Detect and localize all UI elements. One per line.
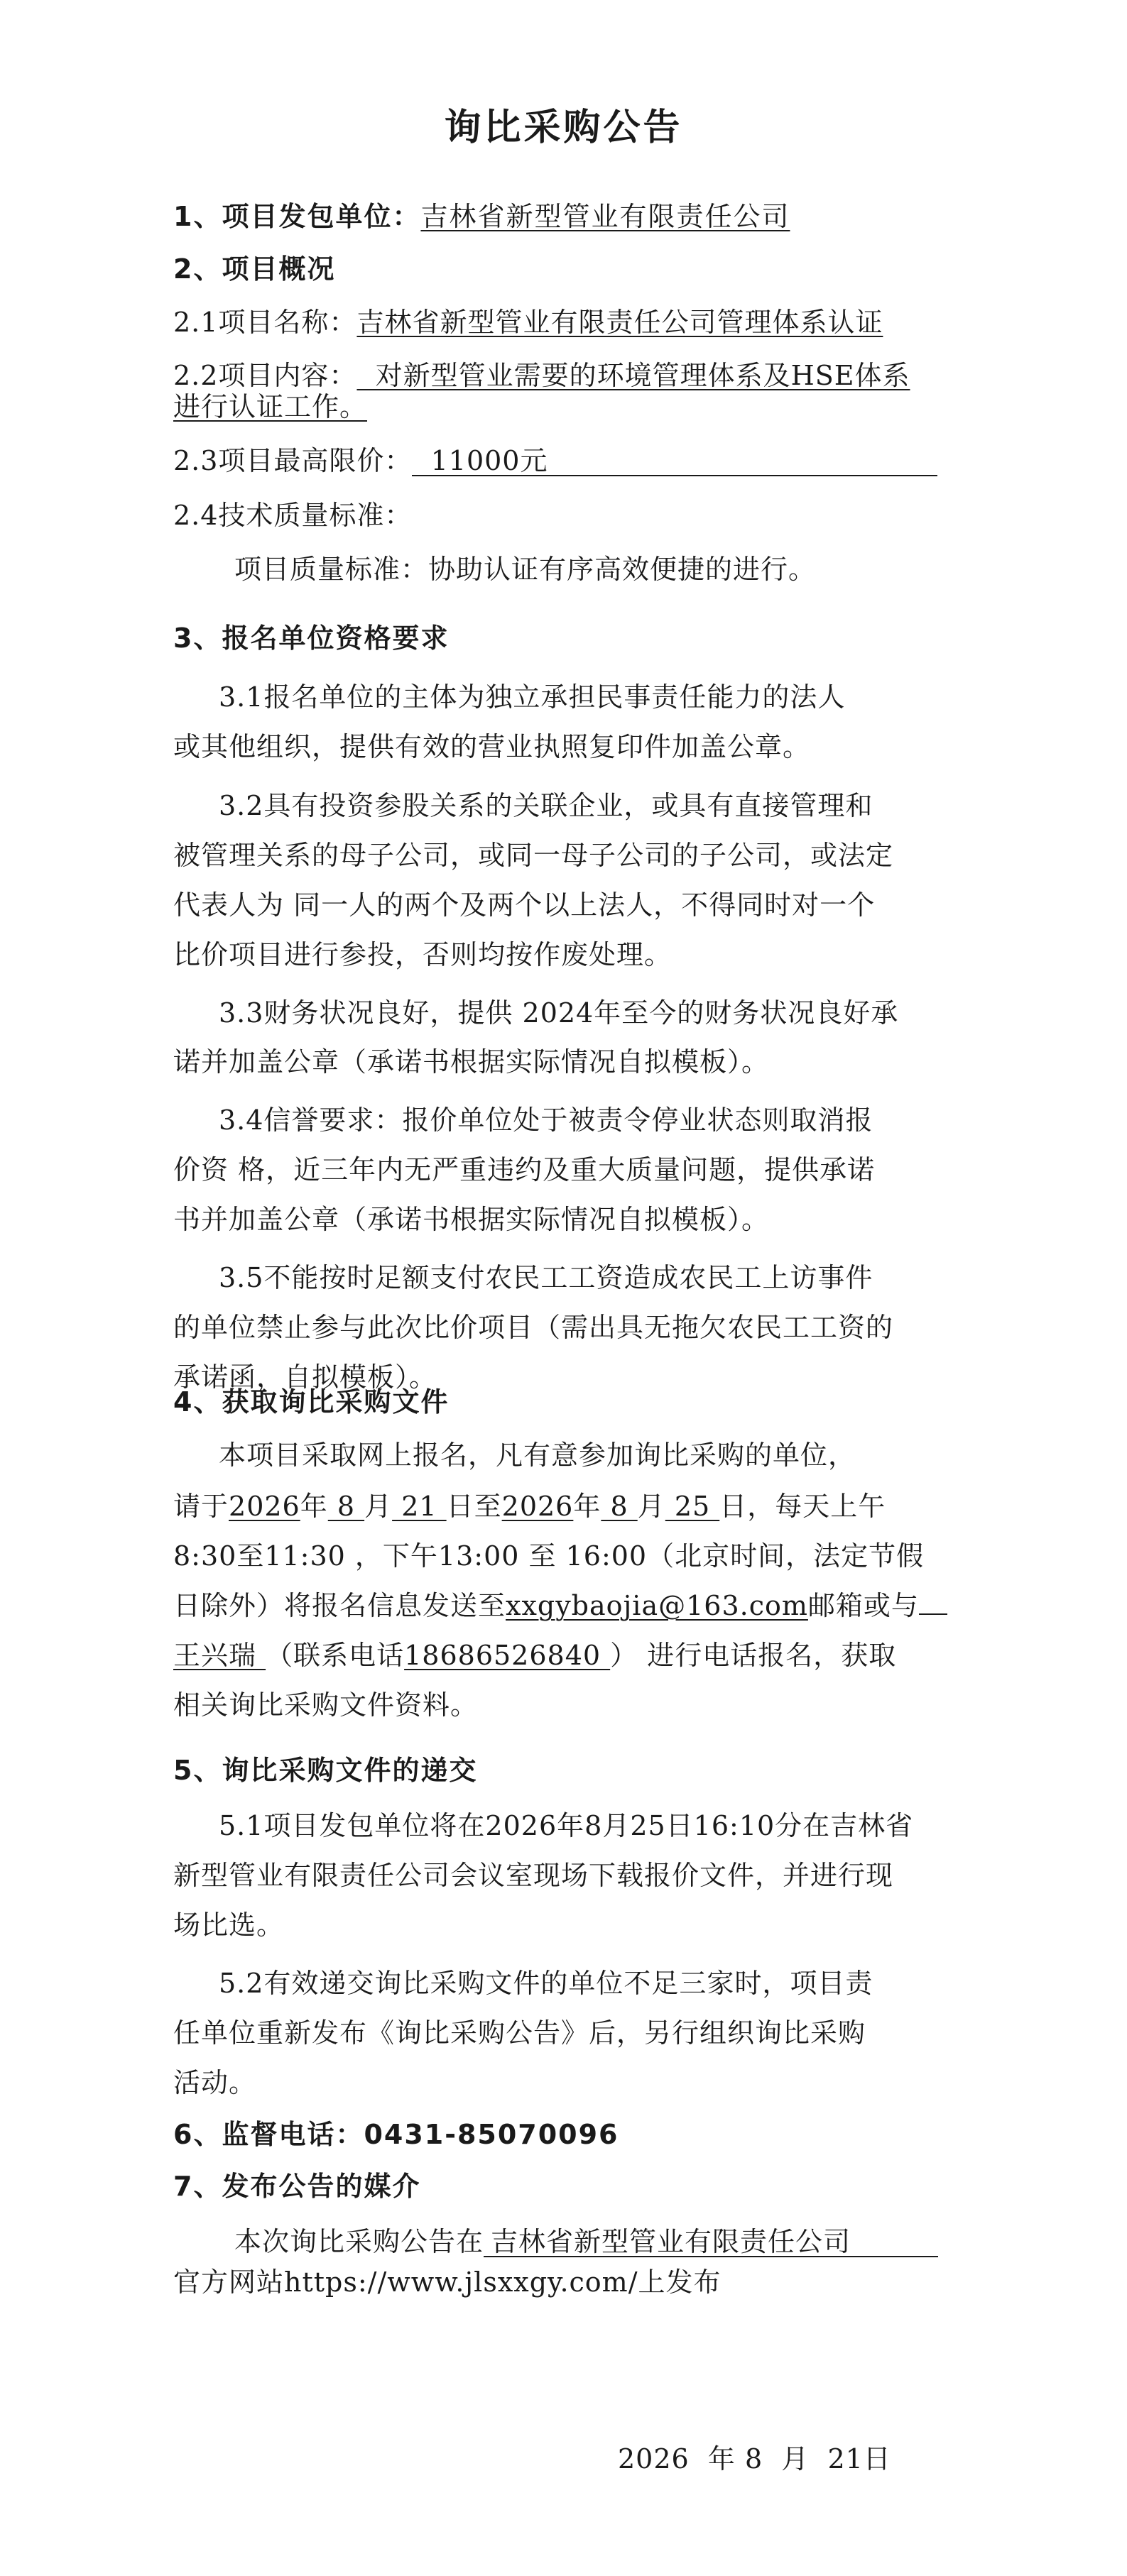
requirement-3-4-line-1: 3.4信誉要求：报价单位处于被责令停业状态则取消报 [219,1105,873,1136]
requirement-3-3-line-1: 3.3财务状况良好，提供 2024年至今的财务状况良好承 [219,997,899,1029]
media-company: 吉林省新型管业有限责任公司 [484,2227,938,2257]
submission-5-2-line-2: 任单位重新发布《询比采购公告》后，另行组织询比采购 [173,2017,866,2049]
obtain-text: 日至 [446,1491,502,1522]
section-3-heading: 3、报名单位资格要求 [173,623,450,654]
media-line-1 [234,2226,1023,2257]
max-price-value: 11000元 [412,446,937,476]
obtain-text: 年 [300,1491,328,1522]
obtain-line-1: 本项目采取网上报名，凡有意参加询比采购的单位， [219,1440,856,1471]
section-7-heading: 7、发布公告的媒介 [173,2171,421,2202]
obtain-line-2 [173,1491,962,1522]
project-content-line-2 [173,391,962,422]
end-year: 2026 [501,1491,574,1522]
project-name-value: 吉林省新型管业有限责任公司管理体系认证 [356,307,883,338]
media-line-2: 官方网站https://www.jlsxxgy.com/上发布 [173,2267,722,2298]
contact-name: 王兴瑞 [173,1640,266,1671]
page-title: 询比采购公告 [444,106,683,149]
contact-email: xxgybaojia@163.com [506,1590,808,1621]
max-price-line [173,445,962,476]
obtain-line-5 [173,1640,962,1671]
contact-phone: 18686526840 [404,1640,611,1671]
section-1-label: 1、项目发包单位： [173,201,421,232]
start-year: 2026 [229,1491,300,1522]
requirement-3-2-line-2: 被管理关系的母子公司，或同一母子公司的子公司，或法定 [173,840,894,871]
requirement-3-2-line-3: 代表人为 同一人的两个及两个以上法人，不得同时对一个 [173,889,876,921]
obtain-line-6: 相关询比采购文件资料。 [173,1689,479,1721]
obtain-line-3: 8:30至11:30 ，下午13:00 至 16:00（北京时间，法定节假 [173,1540,925,1572]
obtain-text: 邮箱或与 [807,1590,919,1621]
obtain-text: 请于 [173,1491,229,1522]
supervision-phone: 6、监督电话：0431-85070096 [173,2119,619,2150]
submission-5-1-line-3: 场比选。 [173,1909,285,1941]
requirement-3-5-line-2: 的单位禁止参与此次比价项目（需出具无拖欠农民工工资的 [173,1312,894,1343]
obtain-text: 年 [573,1491,601,1522]
obtain-text: 日除外）将报名信息发送至 [173,1590,506,1621]
obtain-text: 月 [637,1491,665,1522]
requirement-3-4-line-2: 价资 格，近三年内无严重违约及重大质量问题，提供承诺 [173,1154,876,1185]
obtain-text: 日，每天上午 [719,1491,886,1522]
requirement-3-2-line-1: 3.2具有投资参股关系的关联企业，或具有直接管理和 [219,790,873,821]
requirement-3-5-line-1: 3.5不能按时足额支付农民工工资造成农民工上访事件 [219,1262,873,1293]
section-2-heading: 2、项目概况 [173,253,336,285]
project-content-value-2: 进行认证工作。 [173,391,368,422]
obtain-text: （联系电话 [266,1640,405,1671]
submission-5-1-line-2: 新型管业有限责任公司会议室现场下载报价文件，并进行现 [173,1860,894,1891]
end-day: 25 [665,1491,720,1522]
submission-5-2-line-1: 5.2有效递交询比采购文件的单位不足三家时，项目责 [219,1968,873,1999]
contact-blank [919,1613,947,1615]
project-content-value: 对新型管业需要的环境管理体系及HSE体系 [356,360,910,391]
requirement-3-2-line-4: 比价项目进行参投，否则均按作废处理。 [173,939,673,970]
requirement-3-1-line-2: 或其他组织，提供有效的营业执照复印件加盖公章。 [173,731,811,762]
project-content-line [173,360,962,391]
start-day: 21 [392,1491,447,1522]
max-price-label: 2.3项目最高限价： [173,445,413,476]
requirement-3-3-line-2: 诺并加盖公章（承诺书根据实际情况自拟模板）。 [173,1046,770,1078]
start-month: 8 [327,1491,365,1522]
requirement-3-4-line-3: 书并加盖公章（承诺书根据实际情况自拟模板）。 [173,1204,770,1235]
section-4-heading: 4、获取询比采购文件 [173,1386,450,1418]
section-5-heading: 5、询比采购文件的递交 [173,1755,478,1786]
requirement-3-5-line-3: 承诺函，自拟模板）。 [173,1361,437,1393]
obtain-line-4 [173,1590,962,1621]
tech-standard-value: 项目质量标准：协助认证有序高效便捷的进行。 [234,554,817,585]
project-name-line [173,307,962,338]
contracting-unit: 吉林省新型管业有限责任公司 [420,201,790,232]
section-1-line [173,201,962,232]
end-month: 8 [601,1491,638,1522]
media-text: 本次询比采购公告在 [234,2226,484,2257]
project-content-label: 2.2项目内容： [173,360,357,391]
obtain-text: ） 进行电话报名，获取 [610,1640,897,1671]
requirement-3-1-line-1: 3.1报名单位的主体为独立承担民事责任能力的法人 [219,681,846,713]
submission-5-2-line-3: 活动。 [173,2067,257,2098]
tech-standard-label: 2.4技术质量标准： [173,500,413,531]
announcement-date: 2026 年 8 月 21日 [618,2443,891,2474]
submission-5-1-line-1: 5.1项目发包单位将在2026年8月25日16:10分在吉林省 [219,1810,914,1841]
project-name-label: 2.1项目名称： [173,307,357,338]
obtain-text: 月 [364,1491,393,1522]
